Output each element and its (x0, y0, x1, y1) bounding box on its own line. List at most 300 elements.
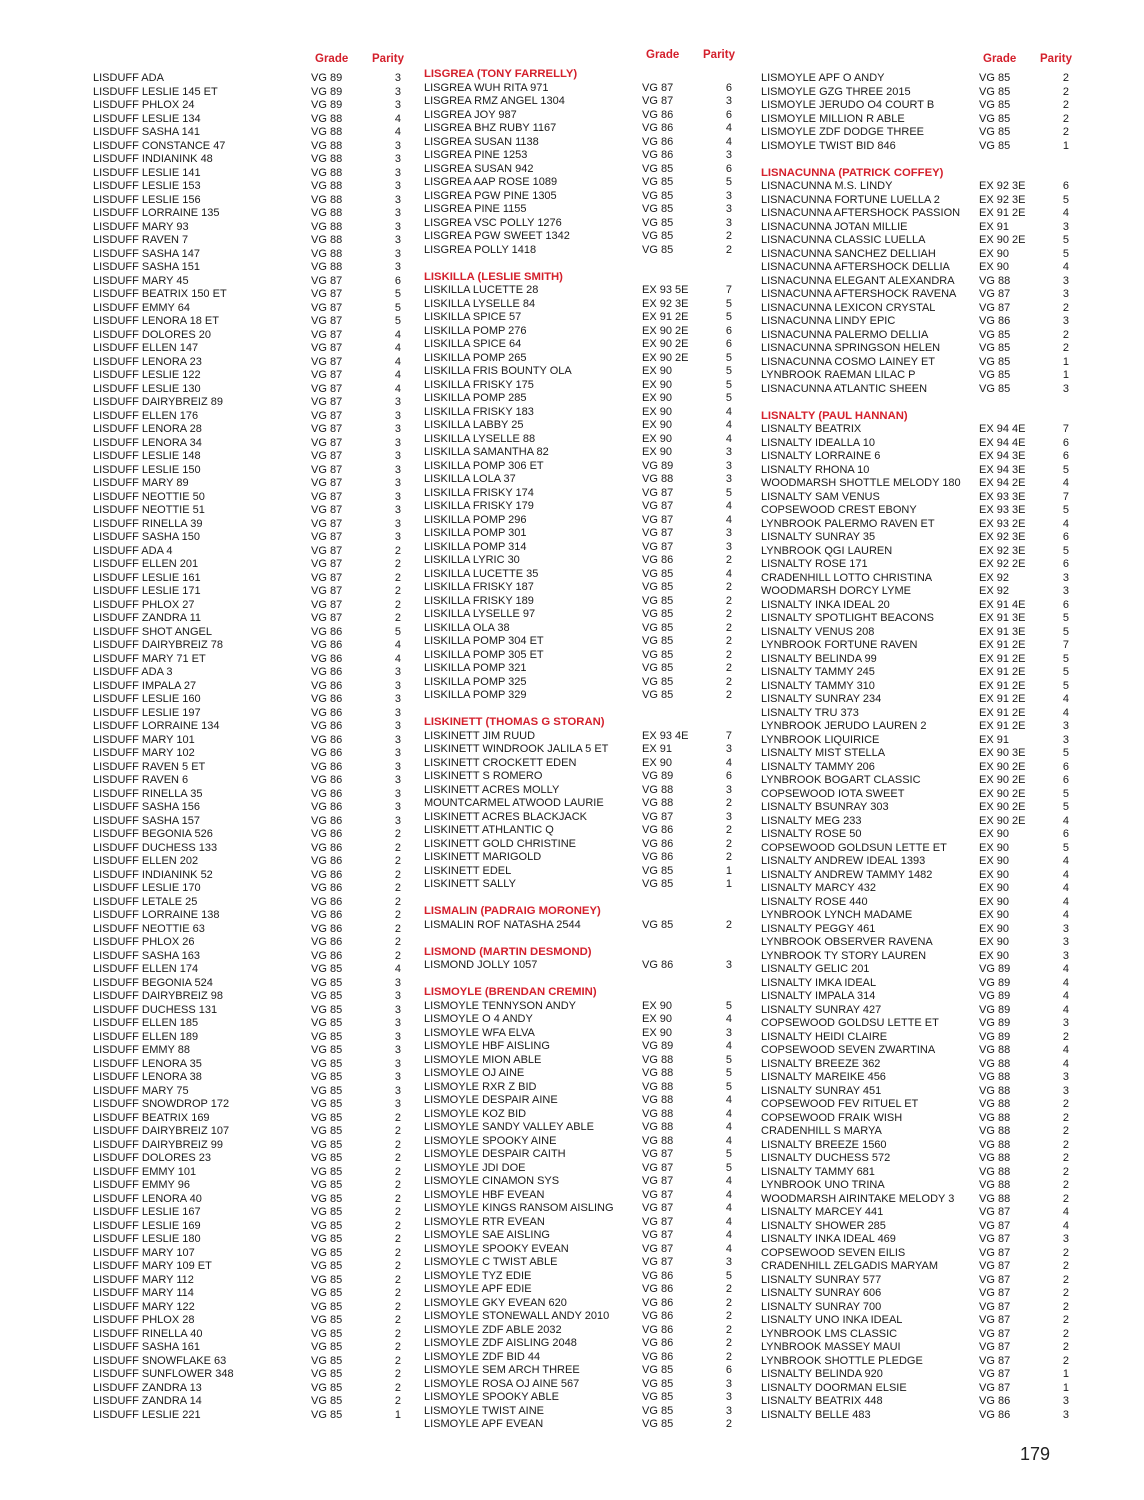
table-row (424, 865, 754, 879)
grade: EX 90 2E (642, 324, 689, 337)
table-row (93, 585, 423, 599)
cow-name: LISNALTY SPOTLIGHT BEACONS (761, 612, 934, 624)
parity: 2 (394, 598, 401, 611)
parity: 3 (394, 1057, 401, 1070)
grade: VG 85 (642, 662, 674, 674)
parity: 6 (1062, 558, 1069, 570)
cow-name: LISKILLA LYSELLE 97 (424, 608, 536, 620)
cow-name: LISDUFF DOLORES 23 (93, 1152, 211, 1164)
parity: 3 (394, 666, 401, 678)
cow-name: LISMOYLE SPOOKY ABLE (424, 1391, 559, 1403)
grade: EX 91 2E (979, 666, 1026, 678)
cow-name: LISMOYLE JERUDO O4 COURT B (761, 99, 935, 111)
cow-name: LISDUFF RINELLA 40 (93, 1327, 203, 1340)
cow-name: LISDUFF LESLIE 145 ET (93, 85, 218, 98)
parity: 2 (1062, 1327, 1069, 1340)
grade: VG 88 (311, 126, 343, 138)
parity: 2 (725, 648, 732, 661)
grade: VG 88 (642, 1107, 674, 1120)
parity: 5 (1062, 801, 1069, 813)
table-row (761, 86, 1091, 100)
table-row (424, 1081, 754, 1095)
grade: VG 87 (642, 1161, 674, 1174)
grade: VG 86 (311, 855, 343, 867)
table-row (761, 113, 1091, 127)
parity: 2 (1062, 1287, 1069, 1299)
table-row (761, 626, 1091, 640)
parity: 3 (1062, 1084, 1069, 1097)
parity: 5 (725, 486, 732, 499)
parity: 4 (394, 963, 401, 975)
cow-name: LISDUFF EMMY 96 (93, 1179, 190, 1191)
parity: 2 (394, 1327, 401, 1340)
parity-header: Parity (1040, 53, 1072, 65)
parity: 2 (394, 1395, 401, 1407)
table-row (424, 784, 754, 798)
cow-name: LISNACUNNA JOTAN MILLIE (761, 220, 908, 233)
column-3 (761, 53, 1091, 1422)
table-row (761, 504, 1091, 518)
cow-name: LYNBROOK FORTUNE RAVEN (761, 639, 918, 651)
parity: 4 (1062, 693, 1069, 705)
table-row (424, 1378, 754, 1392)
parity: 2 (394, 585, 401, 597)
table-row (93, 977, 423, 991)
parity: 2 (394, 949, 401, 962)
table-row (93, 1166, 423, 1180)
cow-name: LISNALTY SAM VENUS (761, 490, 880, 503)
parity: 3 (394, 1098, 401, 1110)
grade: VG 88 (642, 1134, 674, 1147)
table-row (93, 855, 423, 869)
cow-name: LISKILLA POMP 329 (424, 689, 527, 701)
grade: VG 86 (311, 909, 343, 921)
table-row (424, 190, 754, 204)
cow-name: LISNALTY ROSE 440 (761, 895, 868, 908)
cow-name: LISKINETT JIM RUUD (424, 729, 536, 742)
cow-name: LISMOYLE TWIST AINE (424, 1404, 545, 1417)
table-row (93, 1260, 423, 1274)
parity: 3 (1062, 382, 1069, 395)
section-spacer (424, 932, 754, 946)
cow-name: LISMOYLE O 4 ANDY (424, 1013, 533, 1025)
table-row (424, 1121, 754, 1135)
table-row (93, 572, 423, 586)
table-row (93, 666, 423, 680)
parity: 2 (1062, 126, 1069, 138)
grade: VG 88 (979, 1111, 1011, 1124)
parity: 4 (725, 567, 732, 580)
parity: 2 (1062, 1165, 1069, 1178)
cow-name: LISNACUNNA AFTERSHOCK RAVENA (761, 288, 957, 300)
cow-name: LISNALTY MARCY 432 (761, 882, 876, 894)
cow-name: LISNALTY SUNRAY 427 (761, 1003, 882, 1016)
grade: EX 90 2E (979, 787, 1026, 800)
parity: 2 (1062, 328, 1069, 341)
grade: EX 93 3E (979, 490, 1026, 503)
grade: VG 86 (642, 108, 674, 121)
table-row (93, 558, 423, 572)
cow-name: LISNACUNNA AFTERSHOCK DELLIA (761, 261, 950, 273)
grade: EX 90 (979, 855, 1009, 867)
grade: VG 89 (979, 963, 1011, 975)
grade: VG 86 (642, 1323, 674, 1336)
grade: VG 86 (979, 1408, 1011, 1421)
parity: 3 (725, 149, 732, 161)
cow-name: LYNBROOK SHOTTLE PLEDGE (761, 1354, 923, 1367)
table-row (93, 464, 423, 478)
cow-name: LISMOYLE APF EDIE (424, 1283, 532, 1295)
cow-name: LISKILLA POMP 276 (424, 324, 527, 337)
table-row (93, 1395, 423, 1409)
parity: 2 (1062, 1138, 1069, 1151)
table-row (424, 365, 754, 379)
grade: VG 87 (311, 409, 343, 422)
cow-name: LYNBROOK LIQUIRICE (761, 733, 880, 746)
table-row (93, 612, 423, 626)
parity: 3 (725, 783, 732, 796)
grade: VG 86 (642, 1337, 674, 1349)
parity: 2 (394, 868, 401, 881)
table-row (93, 761, 423, 775)
cow-name: LISDUFF DAIRYBREIZ 99 (93, 1138, 223, 1151)
parity: 4 (1062, 895, 1069, 908)
table-row (424, 1364, 754, 1378)
cow-name: LISNALTY SHOWER 285 (761, 1219, 886, 1232)
parity: 2 (1062, 1300, 1069, 1313)
table-row (93, 1409, 423, 1423)
grade: EX 94 4E (979, 436, 1026, 449)
cow-name: LISKILLA POMP 306 ET (424, 459, 544, 472)
table-row (424, 446, 754, 460)
table-row (93, 288, 423, 302)
parity: 3 (394, 720, 401, 732)
grade: VG 86 (642, 1283, 674, 1295)
cow-name: LISDUFF MARY 89 (93, 477, 189, 489)
grade: VG 87 (979, 301, 1011, 314)
cow-name: LISDUFF ADA 4 (93, 544, 173, 557)
grade: VG 88 (311, 261, 343, 273)
cow-name: LISNALTY BELINDA 99 (761, 652, 877, 665)
cow-name: LISDUFF LENORA 40 (93, 1192, 202, 1205)
table-row (761, 599, 1091, 613)
grade: EX 90 (642, 365, 672, 377)
cow-name: LISNACUNNA LINDY EPIC (761, 315, 896, 327)
table-row (761, 1017, 1091, 1031)
cow-name: LISDUFF PHLOX 26 (93, 936, 195, 948)
grade: VG 87 (311, 585, 343, 597)
cow-name: LISMALIN ROF NATASHA 2544 (424, 918, 581, 931)
table-row (761, 261, 1091, 275)
table-row (424, 406, 754, 420)
parity: 3 (394, 706, 401, 719)
parity: 3 (394, 180, 401, 192)
grade: VG 86 (311, 787, 343, 800)
table-row (761, 531, 1091, 545)
cow-name: LISNALTY ROSE 171 (761, 558, 868, 570)
table-row (761, 923, 1091, 937)
table-row (761, 1260, 1091, 1274)
grade: VG 88 (642, 1053, 674, 1066)
parity: 4 (394, 382, 401, 395)
cow-name: LISMOYLE GKY EVEAN 620 (424, 1296, 567, 1309)
cow-name: LISDUFF SUNFLOWER 348 (93, 1368, 234, 1380)
parity: 2 (1062, 301, 1069, 314)
parity: 3 (394, 99, 401, 111)
grade: VG 86 (311, 868, 343, 881)
grade: VG 85 (311, 1044, 343, 1056)
parity: 4 (725, 1215, 732, 1228)
table-row (761, 1085, 1091, 1099)
parity: 2 (394, 1165, 401, 1178)
grade: VG 87 (311, 450, 343, 462)
cow-name: LISDUFF LESLIE 156 (93, 193, 201, 206)
cow-name: LISDUFF MARY 109 ET (93, 1260, 212, 1272)
parity: 3 (394, 693, 401, 705)
grade: VG 86 (311, 760, 343, 773)
table-row (93, 302, 423, 316)
table-row (93, 329, 423, 343)
parity: 6 (1062, 828, 1069, 840)
cow-name: LISMOYLE MILLION R ABLE (761, 112, 905, 125)
herd-heading: LISMOND (MARTIN DESMOND) (424, 945, 592, 958)
table-row (761, 1274, 1091, 1288)
parity: 2 (725, 918, 732, 931)
table-row (761, 1112, 1091, 1126)
cow-name: LISKILLA LABBY 25 (424, 419, 524, 431)
parity: 2 (394, 1111, 401, 1124)
table-row (761, 1287, 1091, 1301)
table-row (424, 244, 754, 258)
table-row (424, 608, 754, 622)
parity: 3 (725, 459, 732, 472)
table-row (93, 167, 423, 181)
table-row (93, 261, 423, 275)
grade: EX 91 (642, 743, 672, 755)
grade: VG 86 (311, 801, 343, 813)
cow-name: LISDUFF DAIRYBREIZ 107 (93, 1125, 230, 1137)
table-row (761, 639, 1091, 653)
parity: 4 (725, 1013, 732, 1025)
grade: EX 91 2E (979, 207, 1026, 219)
parity: 2 (394, 1314, 401, 1326)
table-row (424, 325, 754, 339)
cow-name: CRADENHILL S MARYA (761, 1125, 882, 1137)
cow-name: LISDUFF MARY 122 (93, 1300, 195, 1313)
column-header (761, 53, 1091, 67)
parity: 4 (394, 342, 401, 354)
parity: 5 (1062, 193, 1069, 206)
grade: EX 90 (642, 392, 672, 404)
cow-name: LISMOYLE C TWIST ABLE (424, 1256, 558, 1268)
parity: 3 (394, 517, 401, 530)
parity: 3 (394, 760, 401, 773)
table-row (761, 140, 1091, 154)
grade: VG 87 (311, 436, 343, 449)
table-row (93, 720, 423, 734)
cow-name: LISDUFF SASHA 151 (93, 261, 200, 273)
cow-name: LISNACUNNA ATLANTIC SHEEN (761, 382, 928, 395)
grade: VG 89 (642, 770, 674, 782)
table-row (761, 869, 1091, 883)
grade: VG 87 (311, 544, 343, 557)
cow-name: LISDUFF LENORA 28 (93, 423, 202, 435)
cow-name: LISGREA PGW PINE 1305 (424, 189, 557, 202)
parity: 4 (1062, 1057, 1069, 1070)
cow-name: LISNALTY IMPALA 314 (761, 990, 876, 1002)
table-row (761, 275, 1091, 289)
grade: VG 89 (311, 99, 343, 111)
grade: VG 88 (311, 247, 343, 260)
parity: 2 (1062, 1246, 1069, 1259)
grade: VG 86 (311, 639, 343, 651)
grade: VG 86 (311, 693, 343, 705)
parity: 2 (394, 1354, 401, 1367)
parity: 2 (1062, 72, 1069, 84)
parity: 5 (725, 297, 732, 310)
table-row (761, 1247, 1091, 1261)
cow-name: LISMOYLE CINAMON SYS (424, 1175, 560, 1187)
parity: 4 (725, 756, 732, 769)
table-row (424, 743, 754, 757)
grade: VG 86 (642, 1269, 674, 1282)
cow-name: LISDUFF MARY 112 (93, 1273, 194, 1286)
table-row (93, 1112, 423, 1126)
table-row (93, 1031, 423, 1045)
parity: 5 (1062, 625, 1069, 638)
parity: 3 (394, 490, 401, 503)
table-row (424, 473, 754, 487)
parity: 3 (1062, 288, 1069, 300)
parity: 3 (394, 814, 401, 827)
parity: 2 (394, 841, 401, 854)
cow-name: LISDUFF EMMY 101 (93, 1165, 197, 1178)
parity: 1 (394, 1408, 401, 1421)
table-row (93, 1301, 423, 1315)
cow-name: LISDUFF BEGONIA 526 (93, 828, 213, 840)
cow-name: LISKINETT SALLY (424, 878, 516, 890)
parity: 4 (725, 1094, 732, 1106)
grade: VG 88 (979, 274, 1011, 287)
grade: VG 88 (979, 1165, 1011, 1178)
cow-name: LISDUFF MARY 45 (93, 274, 189, 287)
parity: 5 (1062, 787, 1069, 800)
grade: VG 85 (311, 1381, 343, 1394)
parity: 5 (1062, 747, 1069, 759)
parity: 3 (1062, 733, 1069, 746)
table-row (761, 1368, 1091, 1382)
grade: VG 87 (979, 1287, 1011, 1299)
cow-name: LISGREA BHZ RUBY 1167 (424, 122, 557, 134)
cow-name: LISDUFF LORRAINE 134 (93, 720, 220, 732)
parity: 2 (725, 230, 732, 242)
parity: 5 (725, 1161, 732, 1174)
cow-name: LISMOYLE HBF AISLING (424, 1040, 550, 1052)
grade: VG 85 (311, 1098, 343, 1110)
grade: VG 88 (979, 1138, 1011, 1151)
table-row (761, 99, 1091, 113)
grade: EX 94 3E (979, 463, 1026, 476)
cow-name: LISNALTY VENUS 208 (761, 625, 875, 638)
grade: EX 90 (979, 922, 1009, 935)
table-row (424, 1175, 754, 1189)
cow-name: LISDUFF LORRAINE 135 (93, 207, 220, 219)
grade: VG 85 (311, 1300, 343, 1313)
table-row (93, 545, 423, 559)
parity: 3 (725, 1404, 732, 1417)
grade: EX 92 3E (979, 193, 1026, 206)
parity: 2 (1062, 1125, 1069, 1137)
parity: 3 (1062, 274, 1069, 287)
cow-name: LISMOYLE KINGS RANSOM AISLING (424, 1202, 614, 1214)
parity: 3 (394, 477, 401, 489)
table-row (761, 572, 1091, 586)
cow-name: LYNBROOK LMS CLASSIC (761, 1327, 898, 1340)
parity: 4 (725, 419, 732, 431)
table-row (424, 649, 754, 663)
parity: 2 (725, 1310, 732, 1322)
table-row (93, 869, 423, 883)
table-row (93, 1206, 423, 1220)
grade: VG 87 (642, 513, 674, 526)
table-row (424, 1000, 754, 1014)
parity: 4 (725, 500, 732, 512)
table-row (93, 909, 423, 923)
cow-name: LISNACUNNA COSMO LAINEY ET (761, 355, 936, 368)
table-row (93, 86, 423, 100)
herd-heading: LISGREA (TONY FARRELLY) (424, 68, 578, 80)
table-row (424, 433, 754, 447)
grade: EX 90 2E (979, 774, 1026, 786)
grade: VG 88 (979, 1192, 1011, 1205)
cow-name: LISKILLA FRISKY 174 (424, 486, 534, 499)
parity: 4 (1062, 855, 1069, 867)
cow-name: LISMOYLE WFA ELVA (424, 1026, 535, 1039)
cow-name: LISDUFF MARY 75 (93, 1084, 189, 1097)
parity: 6 (725, 162, 732, 175)
cow-name: LISDUFF ZANDRA 13 (93, 1381, 202, 1394)
cow-name: LISMOYLE SANDY VALLEY ABLE (424, 1121, 594, 1133)
cow-name: LISNALTY RHONA 10 (761, 463, 870, 476)
parity: 2 (1062, 1354, 1069, 1367)
parity: 3 (725, 810, 732, 823)
table-row (93, 950, 423, 964)
table-row (761, 963, 1091, 977)
grade: VG 87 (979, 1206, 1011, 1218)
parity: 3 (725, 203, 732, 215)
table-row (93, 693, 423, 707)
parity: 3 (394, 261, 401, 273)
grade: EX 93 4E (642, 729, 689, 742)
parity: 2 (1062, 1152, 1069, 1164)
grade: VG 87 (642, 1202, 674, 1214)
grade: VG 85 (979, 126, 1011, 138)
parity: 2 (394, 1219, 401, 1232)
parity: 2 (1062, 1179, 1069, 1191)
grade: VG 87 (311, 315, 343, 327)
cow-name: LISNALTY SUNRAY 451 (761, 1084, 882, 1097)
cow-name: LISGREA PINE 1253 (424, 149, 528, 161)
table-row (93, 747, 423, 761)
parity: 2 (394, 1179, 401, 1191)
cow-name: LISKINETT ATHLANTIC Q (424, 824, 554, 836)
parity: 4 (1062, 963, 1069, 975)
cow-name: LISDUFF DAIRYBREIZ 78 (93, 639, 223, 651)
grade: EX 90 2E (979, 801, 1026, 813)
grade: VG 87 (642, 540, 674, 553)
grade: EX 92 3E (979, 180, 1026, 192)
parity: 1 (1062, 369, 1069, 381)
